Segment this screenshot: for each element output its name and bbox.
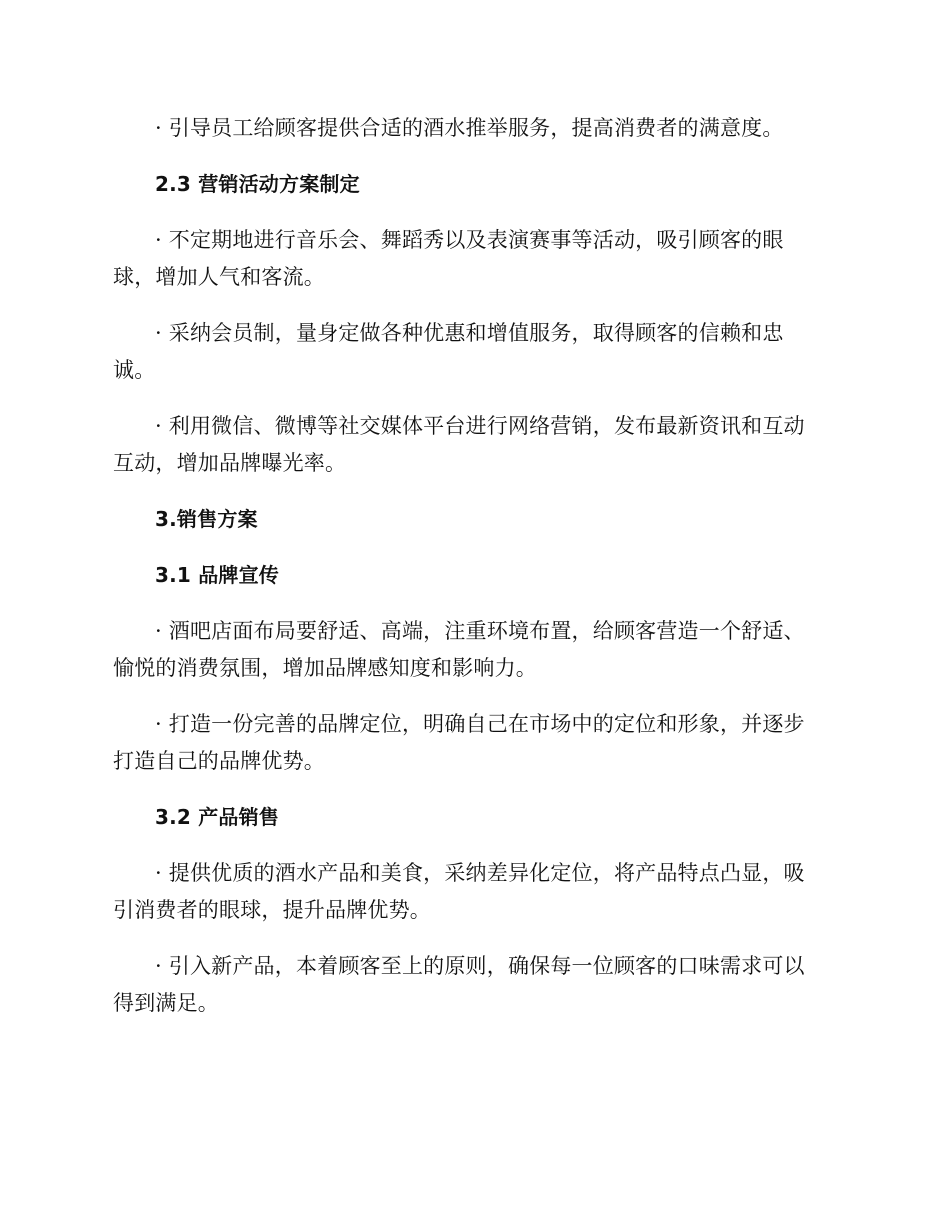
section-heading: 2.3 营销活动方案制定	[155, 172, 360, 196]
bullet-paragraph: · 引导员工给顾客提供合适的酒水推举服务，提高消费者的满意度。	[155, 116, 784, 140]
bullet-paragraph: · 提供优质的酒水产品和美食，采纳差异化定位，将产品特点凸显，吸引消费者的眼球，提升品牌优势。	[113, 861, 805, 922]
bullet-paragraph: · 引入新产品，本着顾客至上的原则，确保每一位顾客的口味需求可以得到满足。	[113, 954, 805, 1015]
bullet-paragraph: · 打造一份完善的品牌定位，明确自己在市场中的定位和形象，并逐步打造自己的品牌优势。	[113, 712, 805, 773]
bullet-paragraph: · 酒吧店面布局要舒适、高端，注重环境布置，给顾客营造一个舒适、愉悦的消费氛围，增加品牌感知度和影响力。	[113, 619, 805, 680]
bullet-paragraph: · 不定期地进行音乐会、舞蹈秀以及表演赛事等活动，吸引顾客的眼球，增加人气和客流。	[113, 228, 784, 289]
section-heading: 3.销售方案	[155, 507, 258, 531]
document-page	[113, 110, 823, 1041]
bullet-paragraph: · 采纳会员制，量身定做各种优惠和增值服务，取得顾客的信赖和忠诚。	[113, 321, 784, 382]
section-heading: 3.1 品牌宣传	[155, 563, 279, 587]
bullet-paragraph: · 利用微信、微博等社交媒体平台进行网络营销，发布最新资讯和互动互动，增加品牌曝光率。	[113, 414, 805, 475]
section-heading: 3.2 产品销售	[155, 805, 279, 829]
